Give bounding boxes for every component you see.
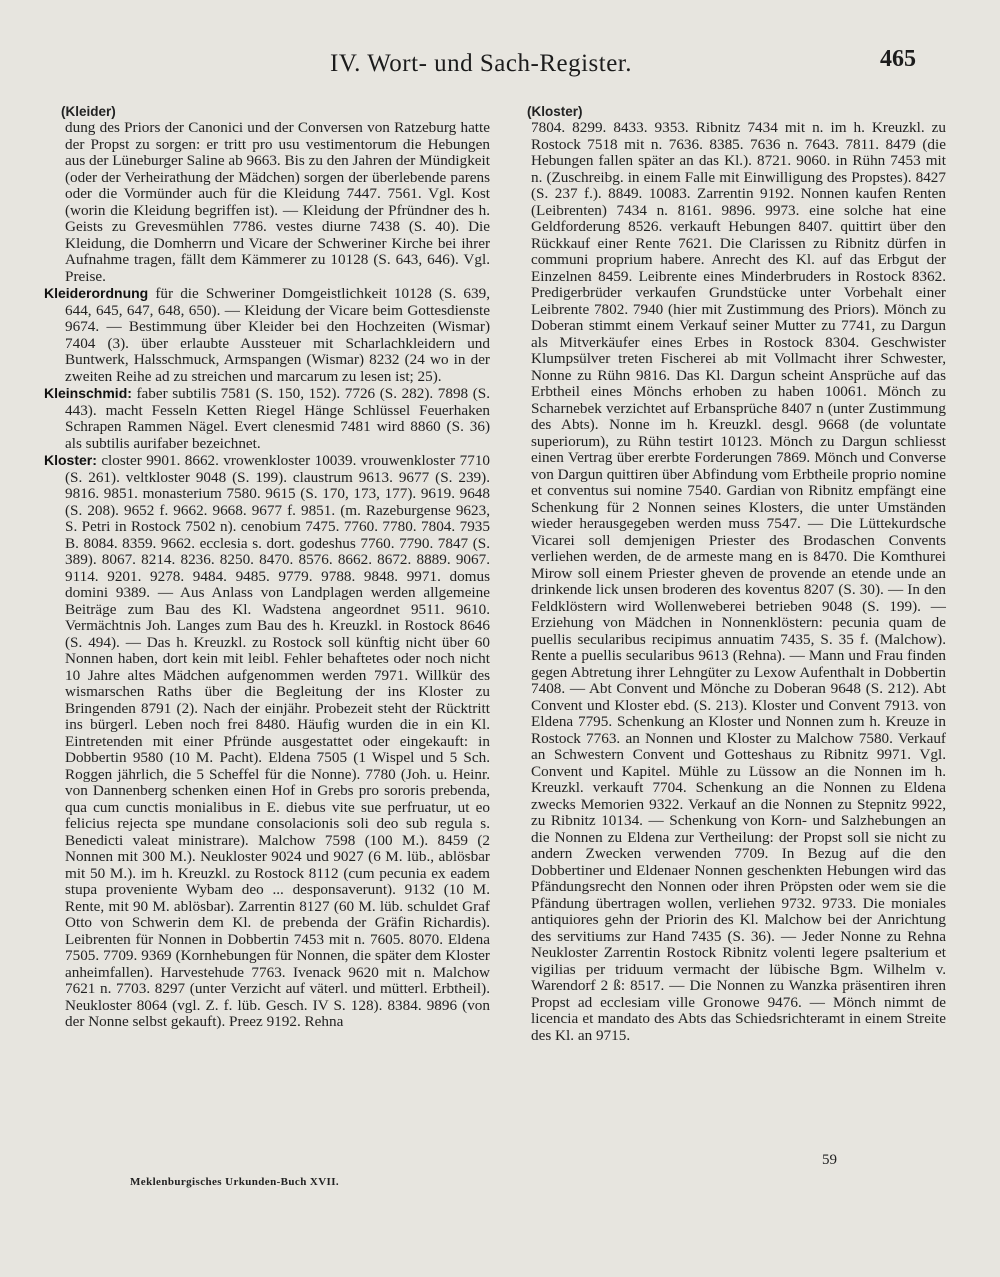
sheet-number: 59 [822, 1152, 837, 1168]
right-column [510, 104, 946, 1044]
register-entry-continued [44, 104, 490, 285]
entry-text: closter 9901. 8662. vrowenkloster 10039. vrouwenkloster 7710 (S. 261). veltkloster 9048 (S. 199). claustrum 9613. 9677 (S. 239). 9816. 9851. monasterium 7580. 9615 (S. 170, 173, 177). 9619. 9648 (S. 208). 9652 f. 9662. 9668. 9677 f. 9851. (m. Razeburgense 9623, S. Petri in Rostock 7502 n). cenobium 7475. 7760. 7780. 7804. 7935 B. 8084. 8359. 9662. ecclesia s. dort. godeshus 7760. 7790. 7847 (S. 389). 8067. 8214. 8236. 8250. 8470. 8576. 8662. 8672. 8889. 9067. 9114. 9201. 9278. 9484. 9485. 9779. 9788. 9848. 9971. domus domini 9389. — Aus Anlass von Landplagen werden allgemeine Beiträge zum Bau des Kl. Wadstena angeordnet 9511. 9610. Vermächtnis Joh. Langes zum Bau des h. Kreuzkl. in Rostock 8646 (S. 494). — Das h. Kreuzkl. zu Rostock soll künftig nicht über 60 Nonnen haben, dort kein mit leibl. Fehler behaftetes oder noch nicht 10 Jahre altes Mädchen aufgenommen werden 7971. Willkür des wismarschen Raths über die Begleitung der ins Kloster zu Bringenden 8791 (2). Nach der einjähr. Probezeit steht der Rücktritt ins bürgerl. Leben noch frei 8480. Häufig wurden die in ein Kl. Eintretenden mit einer Pfründe ausgestattet oder eingekauft: in Dobbertin 9580 (10 M. Pacht). Eldena 7505 (1 Wispel und 5 Sch. Roggen jährlich, die 5 Scheffel für die Nonne). 7780 (Joh. u. Heinr. von Dannenberg schenken einen Hof in Grebs pro sororis prebenda, qua cum cunctis monialibus in E. diebus vite sue perfruatur, ut eo felicius rejecta spe mundane consolacionis soli deo sub regula s. Benedicti valeat ministrare). Malchow 7598 (100 M.). 8459 (2 Nonnen mit 300 M.). Neukloster 9024 und 9027 (6 M. lüb., ablösbar mit 50 M.). im h. Kreuzkl. zu Rostock 8112 (cum pecunia ex eadem stupa proveniente Wybam deo ... desponsaverunt). 9132 (10 M. Rente, mit 90 M. ablösbar). Zarrentin 8127 (60 M. lüb. schuldet Graf Otto von Schwerin dem Kl. de prebenda der Gräfin Richardis). Leibrenten für Nonnen in Dobbertin 7453 mit n. 7605. 8070. Eldena 7505. 7709. 9369 (Kornhebungen für Nonnen, die später dem Kloster anheimfallen). Harvestehude 7763. Ivenack 9620 mit n. Malchow 7621 n. 7703. 8297 (unter Verzicht auf väterl. und mütterl. Erbtheil). Neukloster 8064 (vgl. Z. f. lüb. Gesch. IV S. 128). 8384. 9896 (von der Nonne selbst gekauft). Preez 9192. Rehna [65, 452, 491, 1030]
book-title: Meklenburgisches Urkunden-Buch XVII. [130, 1176, 340, 1188]
entry-headword: Kloster: [44, 452, 97, 468]
entry-text: 7804. 8299. 8433. 9353. Ribnitz 7434 mit n. im h. Kreuzkl. zu Rostock 7518 mit n. 7636. 8385. 7636 n. 7643. 7811. 8479 (die Hebungen fallen später an das Kl.). 8721. 9060. in Rühn 7453 mit n. (Zuschreibg. in einem Falle mit Einwilligung des Propstes). 8427 (S. 237 f.). 8849. 10083. Zarrentin 9192. Nonnen kaufen Renten (Leibrenten) 7434 n. 8161. 9896. 9973. eine solche hat eine Geldforderung 8526. verkauft Hebungen 8407. quittirt über den Rückkauf einer Rente 7621. Die Clarissen zu Ribnitz dürfen in communi proprium habere. Anrecht des Kl. auf das Erbgut der Einzelnen 8459. Leibrente eines Minderbruders in Rostock 8362. Predigerbrüder verkaufen Grundstücke unter Vorbehalt einer Leibrente 7802. 7940 (hier mit Zustimmung des Priors). Mönch zu Doberan stimmt einem Verkauf seiner Mutter zu 7741, zu Dargun als Mitverkäufer eines Erbes in Rostock 8304. Geschwister Klumpsülver treten Fischerei ab mit Vollmacht ihrer Schwester, Nonne zu Rühn 9816. Das Kl. Dargun scheint Ansprüche auf das Erbtheil eines Mönchs erhoben zu haben 10061. Mönch zu Scharnebek verzichtet auf Erbansprüche 8407 n (unter Zustimmung des Abts). Nonne im h. Kreuzkl. desgl. 9668 (de voluntate superiorum), zu Rühn testirt 10123. Mönch zu Dargun schliesst einen Vertrag über ererbte Forderungen 7869. Mönch und Converse von Dargun quittiren über Abfindung vom Erbtheile proprio nomine et conventus sui nomine 7540. Gardian von Ribnitz empfängt eine Schenkung für 2 Nonnen seines Klosters, die unter Umständen wieder herausgegeben werden muss 7547. — Die Lüttekurdsche Vicarei soll demjenigen Priester des Brodaschen Convents verliehen werden, de de armeste mang en is 8470. Die Komthurei Mirow soll einem Priester gheven de provende an etende unde an drinkende lick unsen broderen des koventus 8207 (S. 30). — In den Feldklöstern wird Wollenweberei betrieben 9048 (S. 199). — Erziehung von Mädchen in Nonnenklöstern: pecunia quam de puellis secularibus recipimus annuatim 7435, S. 35 f. (Malchow). Rente a puellis secularibus 9613 (Rehna). — Mann und Frau finden gegen Abtretung ihrer Lehngüter zu Lexow Aufenthalt in Dobbertin 7408. — Abt Convent und Mönche zu Doberan 9648 (S. 212). Abt Convent und Kloster ebd. (S. 213). Kloster und Convent 7913. von Eldena 7795. Schenkung an Kloster und Nonnen zum h. Kreuze in Rostock 7763. an Nonnen und Kloster zu Malchow 7580. Verkauf an Schwestern Convent und Gotteshaus zu Ribnitz 9971. Vgl. Convent und Kapitel. Mühle zu Lüssow an die Nonnen im h. Kreuzkl. verkauft 7704. Schenkung an die Nonnen zu Eldena zwecks Memorien 9322. Verkauf an die Nonnen zu Stepnitz 9922, zu Ribnitz 10134. — Schenkung von Korn- und Salzhebungen an die Nonnen zu Eldena zur Vertheilung: der Propst soll sie nicht zu andern Zwecken verwenden 7709. In Bezug auf die den Dobbertiner und Eldenaer Nonnen geschenkten Hebungen wird das Pfändungsrecht den Nonnen oder ihren Pröpsten oder wem sie die Pfändung übertragen wollen, verliehen 9732. 9733. Die moniales antiquiores gehn der Priorin des Kl. Malchow bei der Anrichtung des servitiums zur Hand 7435 (S. 36). — Jeder Nonne zu Rehna Neukloster Zarrentin Rostock Ribnitz volenti legere psalterium et vigilias per triduum vermacht der lübische Bgm. Wilhelm v. Warendorf 2 ß: 8517. — Die Nonnen zu Wanzka präsentiren ihren Propst ad ecclesiam ville Gronowe 9476. — Mönch nimmt de licencia et mandato des Abts das Schiedsrichteramt in einem Streite des Kl. an 9715. [531, 119, 946, 1044]
register-entry [44, 452, 490, 1031]
continued-heading: (Kloster) [527, 104, 583, 119]
entry-text: dung des Priors der Canonici und der Conversen von Ratzeburg hatte der Propst zu sorgen: er tritt pro usu vestimentorum die Hebungen aus der Lüneburger Saline ab 9663. Bis zu den Jahren der Mündigkeit (oder der Verheirathung der Mädchen) sorgen der überlebende parens oder die Vormünder auch für die Kleidung 7447. 7561. Vgl. Kost (worin die Kleidung begriffen ist). — Kleidung der Pfründner des h. Geists zu Grevesmühlen 7786. vestes diurne 7438 (S. 40). Die Kleidung, die Domherrn und Vicare der Schweriner Kirche bei ihrer Aufnahme tragen, fällt dem Kämmerer zu 10128 (S. 643, 646). Vgl. Preise. [65, 119, 490, 285]
left-column [44, 104, 490, 1031]
register-entry [44, 285, 490, 385]
continued-heading: (Kleider) [61, 104, 116, 119]
running-title: IV. Wort- und Sach-Register. [330, 50, 633, 77]
entry-text: für die Schweriner Domgeistlichkeit 10128 (S. 639, 644, 645, 647, 648, 650). — Kleidung der Vicare beim Gottesdienste 9674. — Bestimmung über Kleider bei den Hochzeiten (Wismar) 7404 (3). über erlaubte Aussteuer mit Scharlachkleidern und Buntwerk, Halsschmuck, Armspangen (Wismar) 8232 (24 wo in der zweiten Reihe ad zu streichen und marcarum zu lesen ist; 25). [65, 285, 490, 385]
register-entry [44, 385, 490, 452]
page-number: 465 [880, 46, 916, 72]
entry-headword: Kleinschmid: [44, 385, 132, 401]
entry-text: faber subtilis 7581 (S. 150, 152). 7726 (S. 282). 7898 (S. 443). macht Fesseln Ketten Riegel Hänge Schlüssel Feuerhaken Schrapen Rammen Nägel. Evert clenesmid 7481 wird 8860 (S. 36) als subtilis aurifaber bezeichnet. [65, 385, 490, 452]
register-entry-continued [510, 104, 946, 1044]
entry-headword: Kleiderordnung [44, 285, 149, 301]
